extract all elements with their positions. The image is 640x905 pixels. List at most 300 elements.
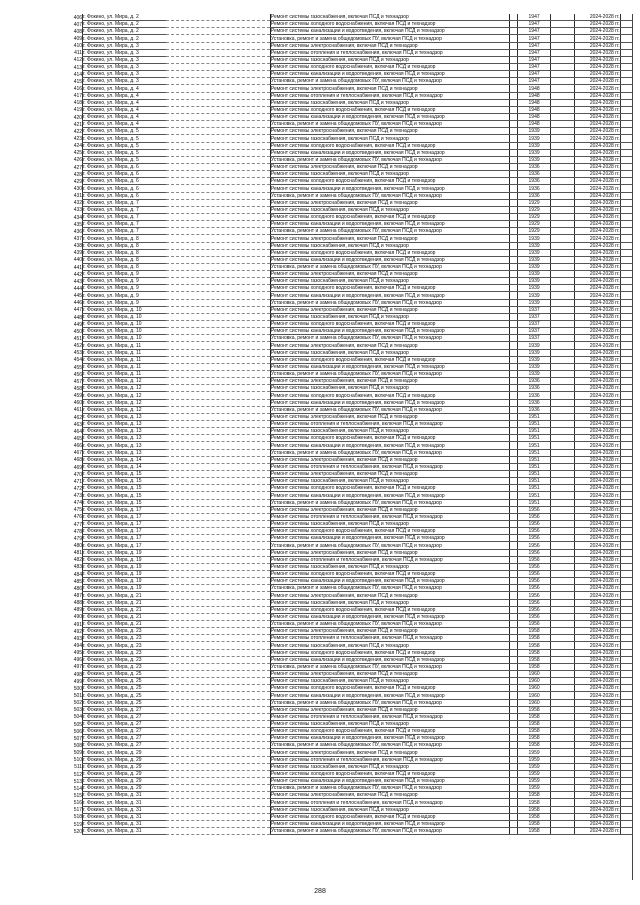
work-type-cell: Установка, ремонт и замена общедомовых ПУ, включая ПСД и технадзор [270,299,510,306]
row-number: 517 [73,807,83,814]
row-number: 461 [73,407,83,414]
blank-cell [550,620,574,627]
blank-cell [620,542,632,549]
row-number: 410 [73,43,83,50]
period-cell: 2024-2028 гг. [574,478,620,485]
blank-cell [620,142,632,149]
table-row [64,556,632,563]
row-number: 415 [73,78,83,85]
blank-cell [550,171,574,178]
address-cell: г. Фокино, ул. Мира, д. 5 [83,149,167,156]
period-cell: 2024-2028 гг. [574,313,620,320]
address-cell: г. Фокино, ул. Мира, д. 4 [83,85,167,92]
blank-cell [620,692,632,699]
address-cell: г. Фокино, ул. Мира, д. 12 [83,378,167,385]
work-type-cell: Установка, ремонт и замена общедомовых ПУ, включая ПСД и технадзор [270,156,510,163]
period-cell: 2024-2028 гг. [574,235,620,242]
blank-cell [510,342,518,349]
blank-cell [550,670,574,677]
period-cell: 2024-2028 гг. [574,449,620,456]
blank-cell [620,549,632,556]
address-cell: г. Фокино, ул. Мира, д. 23 [83,663,167,670]
blank-cell [166,520,270,527]
address-cell: г. Фокино, ул. Мира, д. 25 [83,699,167,706]
period-cell: 2024-2028 гг. [574,656,620,663]
blank-cell [510,149,518,156]
blank-cell [510,406,518,413]
period-cell: 2024-2028 гг. [574,820,620,827]
blank-cell [550,49,574,56]
blank-cell [550,99,574,106]
blank-cell [510,792,518,799]
work-type-cell: Ремонт системы газоснабжения, включая ПСД и технадзор [270,313,510,320]
address-cell: г. Фокино, ул. Мира, д. 7 [83,213,167,220]
row-number: 490 [73,614,83,621]
blank-cell [166,785,270,792]
address-cell: г. Фокино, ул. Мира, д. 8 [83,235,167,242]
row-number: 514 [73,785,83,792]
period-cell: 2024-2028 гг. [574,520,620,527]
blank-cell [166,28,270,35]
period-cell: 2024-2028 гг. [574,278,620,285]
year-cell: 1958 [518,742,551,749]
blank-cell [510,613,518,620]
work-type-cell: Ремонт системы канализации и водоотведения, включая ПСД и технадзор [270,292,510,299]
blank-cell [620,763,632,770]
year-cell: 1956 [518,613,551,620]
blank-cell [550,520,574,527]
blank-cell [166,756,270,763]
blank-cell [550,78,574,85]
blank-cell [550,28,574,35]
blank-cell [166,21,270,28]
blank-cell [510,435,518,442]
period-cell: 2024-2028 гг. [574,685,620,692]
blank-cell [550,392,574,399]
work-type-cell: Ремонт системы холодного водоснабжения, включая ПСД и технадзор [270,178,510,185]
address-cell: г. Фокино, ул. Мира, д. 25 [83,685,167,692]
row-number: 456 [73,371,83,378]
row-number: 444 [73,285,83,292]
table-row [64,242,632,249]
blank-cell [510,306,518,313]
year-cell: 1959 [518,763,551,770]
blank-cell [166,249,270,256]
year-cell: 1937 [518,306,551,313]
row-number: 480 [73,543,83,550]
address-cell: г. Фокино, ул. Мира, д. 4 [83,92,167,99]
table-row [64,56,632,63]
year-cell: 1956 [518,570,551,577]
year-cell: 1939 [518,271,551,278]
blank-cell [620,585,632,592]
blank-cell [620,778,632,785]
year-cell: 1958 [518,628,551,635]
year-cell: 1947 [518,28,551,35]
address-cell: г. Фокино, ул. Мира, д. 3 [83,71,167,78]
period-cell: 2024-2028 гг. [574,713,620,720]
period-cell: 2024-2028 гг. [574,706,620,713]
work-type-cell: Ремонт системы газоснабжения, включая ПСД и технадзор [270,642,510,649]
period-cell: 2024-2028 гг. [574,620,620,627]
table-row [64,585,632,592]
blank-cell [510,413,518,420]
blank-cell [510,14,518,21]
address-cell: г. Фокино, ул. Мира, д. 6 [83,185,167,192]
work-type-cell: Ремонт системы газоснабжения, включая ПСД и технадзор [270,349,510,356]
table-row [64,763,632,770]
work-type-cell: Ремонт системы холодного водоснабжения, включая ПСД и технадзор [270,528,510,535]
blank-cell [510,642,518,649]
address-cell: г. Фокино, ул. Мира, д. 17 [83,535,167,542]
address-cell: г. Фокино, ул. Мира, д. 5 [83,142,167,149]
work-type-cell: Ремонт системы холодного водоснабжения, включая ПСД и технадзор [270,728,510,735]
blank-cell [550,142,574,149]
row-number: 493 [73,635,83,642]
blank-cell [620,649,632,656]
work-type-cell: Установка, ремонт и замена общедомовых ПУ, включая ПСД и технадзор [270,449,510,456]
blank-cell [550,378,574,385]
blank-cell [620,563,632,570]
blank-cell [550,449,574,456]
blank-cell [550,763,574,770]
year-cell: 1936 [518,399,551,406]
blank-cell [550,385,574,392]
work-type-cell: Ремонт системы холодного водоснабжения, включая ПСД и технадзор [270,649,510,656]
blank-cell [620,14,632,21]
blank-cell [166,42,270,49]
year-cell: 1939 [518,135,551,142]
table-row [64,356,632,363]
blank-cell [166,435,270,442]
blank-cell [620,85,632,92]
blank-cell [166,335,270,342]
period-cell: 2024-2028 гг. [574,692,620,699]
blank-cell [550,749,574,756]
period-cell: 2024-2028 гг. [574,570,620,577]
period-cell: 2024-2028 гг. [574,613,620,620]
blank-cell [620,785,632,792]
work-type-cell: Ремонт системы холодного водоснабжения, включая ПСД и технадзор [270,770,510,777]
blank-cell [166,456,270,463]
address-cell: г. Фокино, ул. Мира, д. 21 [83,606,167,613]
work-type-cell: Ремонт системы канализации и водоотведения, включая ПСД и технадзор [270,328,510,335]
year-cell: 1960 [518,692,551,699]
period-cell: 2024-2028 гг. [574,649,620,656]
table-row [64,206,632,213]
work-type-cell: Ремонт системы газоснабжения, включая ПСД и технадзор [270,806,510,813]
address-cell: г. Фокино, ул. Мира, д. 4 [83,113,167,120]
blank-cell [550,406,574,413]
address-cell: г. Фокино, ул. Мира, д. 3 [83,63,167,70]
blank-cell [620,278,632,285]
year-cell: 1939 [518,156,551,163]
table-row [64,563,632,570]
year-cell: 1929 [518,213,551,220]
blank-cell [620,249,632,256]
table-row [64,628,632,635]
blank-cell [510,506,518,513]
blank-cell [550,663,574,670]
work-type-cell: Ремонт системы газоснабжения, включая ПСД и технадзор [270,563,510,570]
blank-cell [620,271,632,278]
table-row [64,528,632,535]
blank-cell [510,499,518,506]
blank-cell [166,813,270,820]
period-cell: 2024-2028 гг. [574,21,620,28]
work-type-cell: Ремонт системы электроснабжения, включая ПСД и технадзор [270,413,510,420]
period-cell: 2024-2028 гг. [574,271,620,278]
table-row [64,706,632,713]
blank-cell [510,121,518,128]
address-cell: г. Фокино, ул. Мира, д. 4 [83,106,167,113]
blank-cell [166,14,270,21]
year-cell: 1959 [518,785,551,792]
period-cell: 2024-2028 гг. [574,242,620,249]
table-row [64,278,632,285]
blank-cell [510,178,518,185]
blank-cell [550,356,574,363]
work-type-cell: Ремонт системы канализации и водоотведения, включая ПСД и технадзор [270,778,510,785]
blank-cell [166,363,270,370]
blank-cell [510,192,518,199]
blank-cell [620,63,632,70]
year-cell: 1958 [518,799,551,806]
blank-cell [550,285,574,292]
year-cell: 1951 [518,442,551,449]
period-cell: 2024-2028 гг. [574,549,620,556]
blank-cell [510,542,518,549]
address-cell: г. Фокино, ул. Мира, д. 9 [83,299,167,306]
blank-cell [550,299,574,306]
table-row [64,792,632,799]
work-type-cell: Ремонт системы холодного водоснабжения, включая ПСД и технадзор [270,106,510,113]
blank-cell [510,685,518,692]
blank-cell [620,635,632,642]
table-row [64,28,632,35]
table-row [64,535,632,542]
blank-cell [166,56,270,63]
blank-cell [620,363,632,370]
row-number: 424 [73,143,83,150]
address-cell: г. Фокино, ул. Мира, д. 8 [83,256,167,263]
blank-cell [510,442,518,449]
blank-cell [620,478,632,485]
year-cell: 1958 [518,642,551,649]
blank-cell [166,63,270,70]
address-cell: г. Фокино, ул. Мира, д. 31 [83,828,167,835]
year-cell: 1939 [518,363,551,370]
blank-cell [510,520,518,527]
work-type-cell: Ремонт системы газоснабжения, включая ПСД и технадзор [270,678,510,685]
table-row [64,663,632,670]
row-number: 497 [73,664,83,671]
table-row [64,128,632,135]
address-cell: г. Фокино, ул. Мира, д. 25 [83,692,167,699]
address-cell: г. Фокино, ул. Мира, д. 29 [83,749,167,756]
blank-cell [166,371,270,378]
blank-cell [550,785,574,792]
blank-cell [166,299,270,306]
year-cell: 1939 [518,349,551,356]
blank-cell [166,528,270,535]
table-row [64,406,632,413]
blank-cell [550,692,574,699]
blank-cell [166,413,270,420]
period-cell: 2024-2028 гг. [574,371,620,378]
row-number: 428 [73,171,83,178]
row-number: 465 [73,435,83,442]
work-type-cell: Ремонт системы электроснабжения, включая ПСД и технадзор [270,235,510,242]
work-type-cell: Ремонт системы газоснабжения, включая ПСД и технадзор [270,720,510,727]
period-cell: 2024-2028 гг. [574,42,620,49]
period-cell: 2024-2028 гг. [574,56,620,63]
blank-cell [620,756,632,763]
work-type-cell: Установка, ремонт и замена общедомовых ПУ, включая ПСД и технадзор [270,742,510,749]
period-cell: 2024-2028 гг. [574,628,620,635]
blank-cell [510,271,518,278]
blank-cell [166,649,270,656]
period-cell: 2024-2028 гг. [574,292,620,299]
address-cell: г. Фокино, ул. Мира, д. 31 [83,792,167,799]
table-row [64,428,632,435]
work-type-cell: Ремонт системы канализации и водоотведения, включая ПСД и технадзор [270,221,510,228]
table-row [64,735,632,742]
row-number: 500 [73,685,83,692]
blank-cell [620,221,632,228]
blank-cell [166,163,270,170]
blank-cell [620,199,632,206]
period-cell: 2024-2028 гг. [574,128,620,135]
work-type-cell: Ремонт системы канализации и водоотведения, включая ПСД и технадзор [270,692,510,699]
row-number: 491 [73,621,83,628]
blank-cell [620,399,632,406]
period-cell: 2024-2028 гг. [574,413,620,420]
table-row [64,21,632,28]
work-type-cell: Ремонт системы канализации и водоотведения, включая ПСД и технадзор [270,535,510,542]
address-cell: г. Фокино, ул. Мира, д. 29 [83,778,167,785]
blank-cell [166,628,270,635]
blank-cell [620,21,632,28]
blank-cell [620,742,632,749]
blank-cell [620,599,632,606]
blank-cell [166,506,270,513]
blank-cell [550,813,574,820]
blank-cell [550,806,574,813]
row-number: 478 [73,528,83,535]
blank-cell [620,378,632,385]
blank-cell [620,256,632,263]
blank-cell [550,713,574,720]
work-type-cell: Ремонт системы газоснабжения, включая ПСД и технадзор [270,242,510,249]
row-number: 436 [73,228,83,235]
blank-cell [510,678,518,685]
year-cell: 1936 [518,178,551,185]
year-cell: 1939 [518,292,551,299]
blank-cell [550,156,574,163]
blank-cell [166,563,270,570]
blank-cell [510,813,518,820]
blank-cell [550,471,574,478]
row-number: 451 [73,335,83,342]
blank-cell [550,192,574,199]
address-cell: г. Фокино, ул. Мира, д. 12 [83,399,167,406]
address-cell: г. Фокино, ул. Мира, д. 27 [83,735,167,742]
year-cell: 1951 [518,435,551,442]
blank-cell [620,578,632,585]
blank-cell [166,263,270,270]
row-number: 443 [73,278,83,285]
blank-cell [620,678,632,685]
table-row [64,49,632,56]
blank-cell [620,792,632,799]
period-cell: 2024-2028 гг. [574,813,620,820]
blank-cell [166,349,270,356]
address-cell: г. Фокино, ул. Мира, д. 27 [83,720,167,727]
blank-cell [620,356,632,363]
year-cell: 1936 [518,406,551,413]
blank-cell [550,321,574,328]
year-cell: 1939 [518,242,551,249]
address-cell: г. Фокино, ул. Мира, д. 13 [83,413,167,420]
blank-cell [550,778,574,785]
blank-cell [166,128,270,135]
blank-cell [550,528,574,535]
blank-cell [550,678,574,685]
row-number: 469 [73,464,83,471]
row-number: 511 [74,764,83,771]
work-type-cell: Ремонт системы канализации и водоотведения, включая ПСД и технадзор [270,71,510,78]
row-number: 501 [73,693,83,699]
table-row [64,171,632,178]
period-cell: 2024-2028 гг. [574,499,620,506]
address-cell: г. Фокино, ул. Мира, д. 3 [83,42,167,49]
blank-cell [550,328,574,335]
blank-cell [510,799,518,806]
blank-cell [166,392,270,399]
address-cell: г. Фокино, ул. Мира, д. 17 [83,520,167,527]
blank-cell [550,699,574,706]
blank-cell [550,535,574,542]
address-cell: г. Фокино, ул. Мира, д. 31 [83,820,167,827]
blank-cell [166,806,270,813]
work-type-cell: Ремонт системы канализации и водоотведения, включая ПСД и технадзор [270,820,510,827]
address-cell: г. Фокино, ул. Мира, д. 3 [83,56,167,63]
blank-cell [510,328,518,335]
blank-cell [550,820,574,827]
row-number: 477 [73,521,83,528]
blank-cell [166,749,270,756]
table-row [64,163,632,170]
row-number: 417 [73,93,83,100]
work-type-cell: Ремонт системы электроснабжения, включая ПСД и технадзор [270,85,510,92]
row-number: 476 [73,514,83,521]
blank-cell [510,720,518,727]
table-body [64,14,632,835]
period-cell: 2024-2028 гг. [574,542,620,549]
period-cell: 2024-2028 гг. [574,678,620,685]
period-cell: 2024-2028 гг. [574,228,620,235]
blank-cell [166,599,270,606]
period-cell: 2024-2028 гг. [574,406,620,413]
address-cell: г. Фокино, ул. Мира, д. 7 [83,221,167,228]
address-cell: г. Фокино, ул. Мира, д. 7 [83,228,167,235]
blank-cell [620,192,632,199]
row-number: 498 [73,671,83,678]
blank-cell [550,613,574,620]
table-right-border [632,14,633,880]
work-type-cell: Установка, ремонт и замена общедомовых ПУ, включая ПСД и технадзор [270,785,510,792]
